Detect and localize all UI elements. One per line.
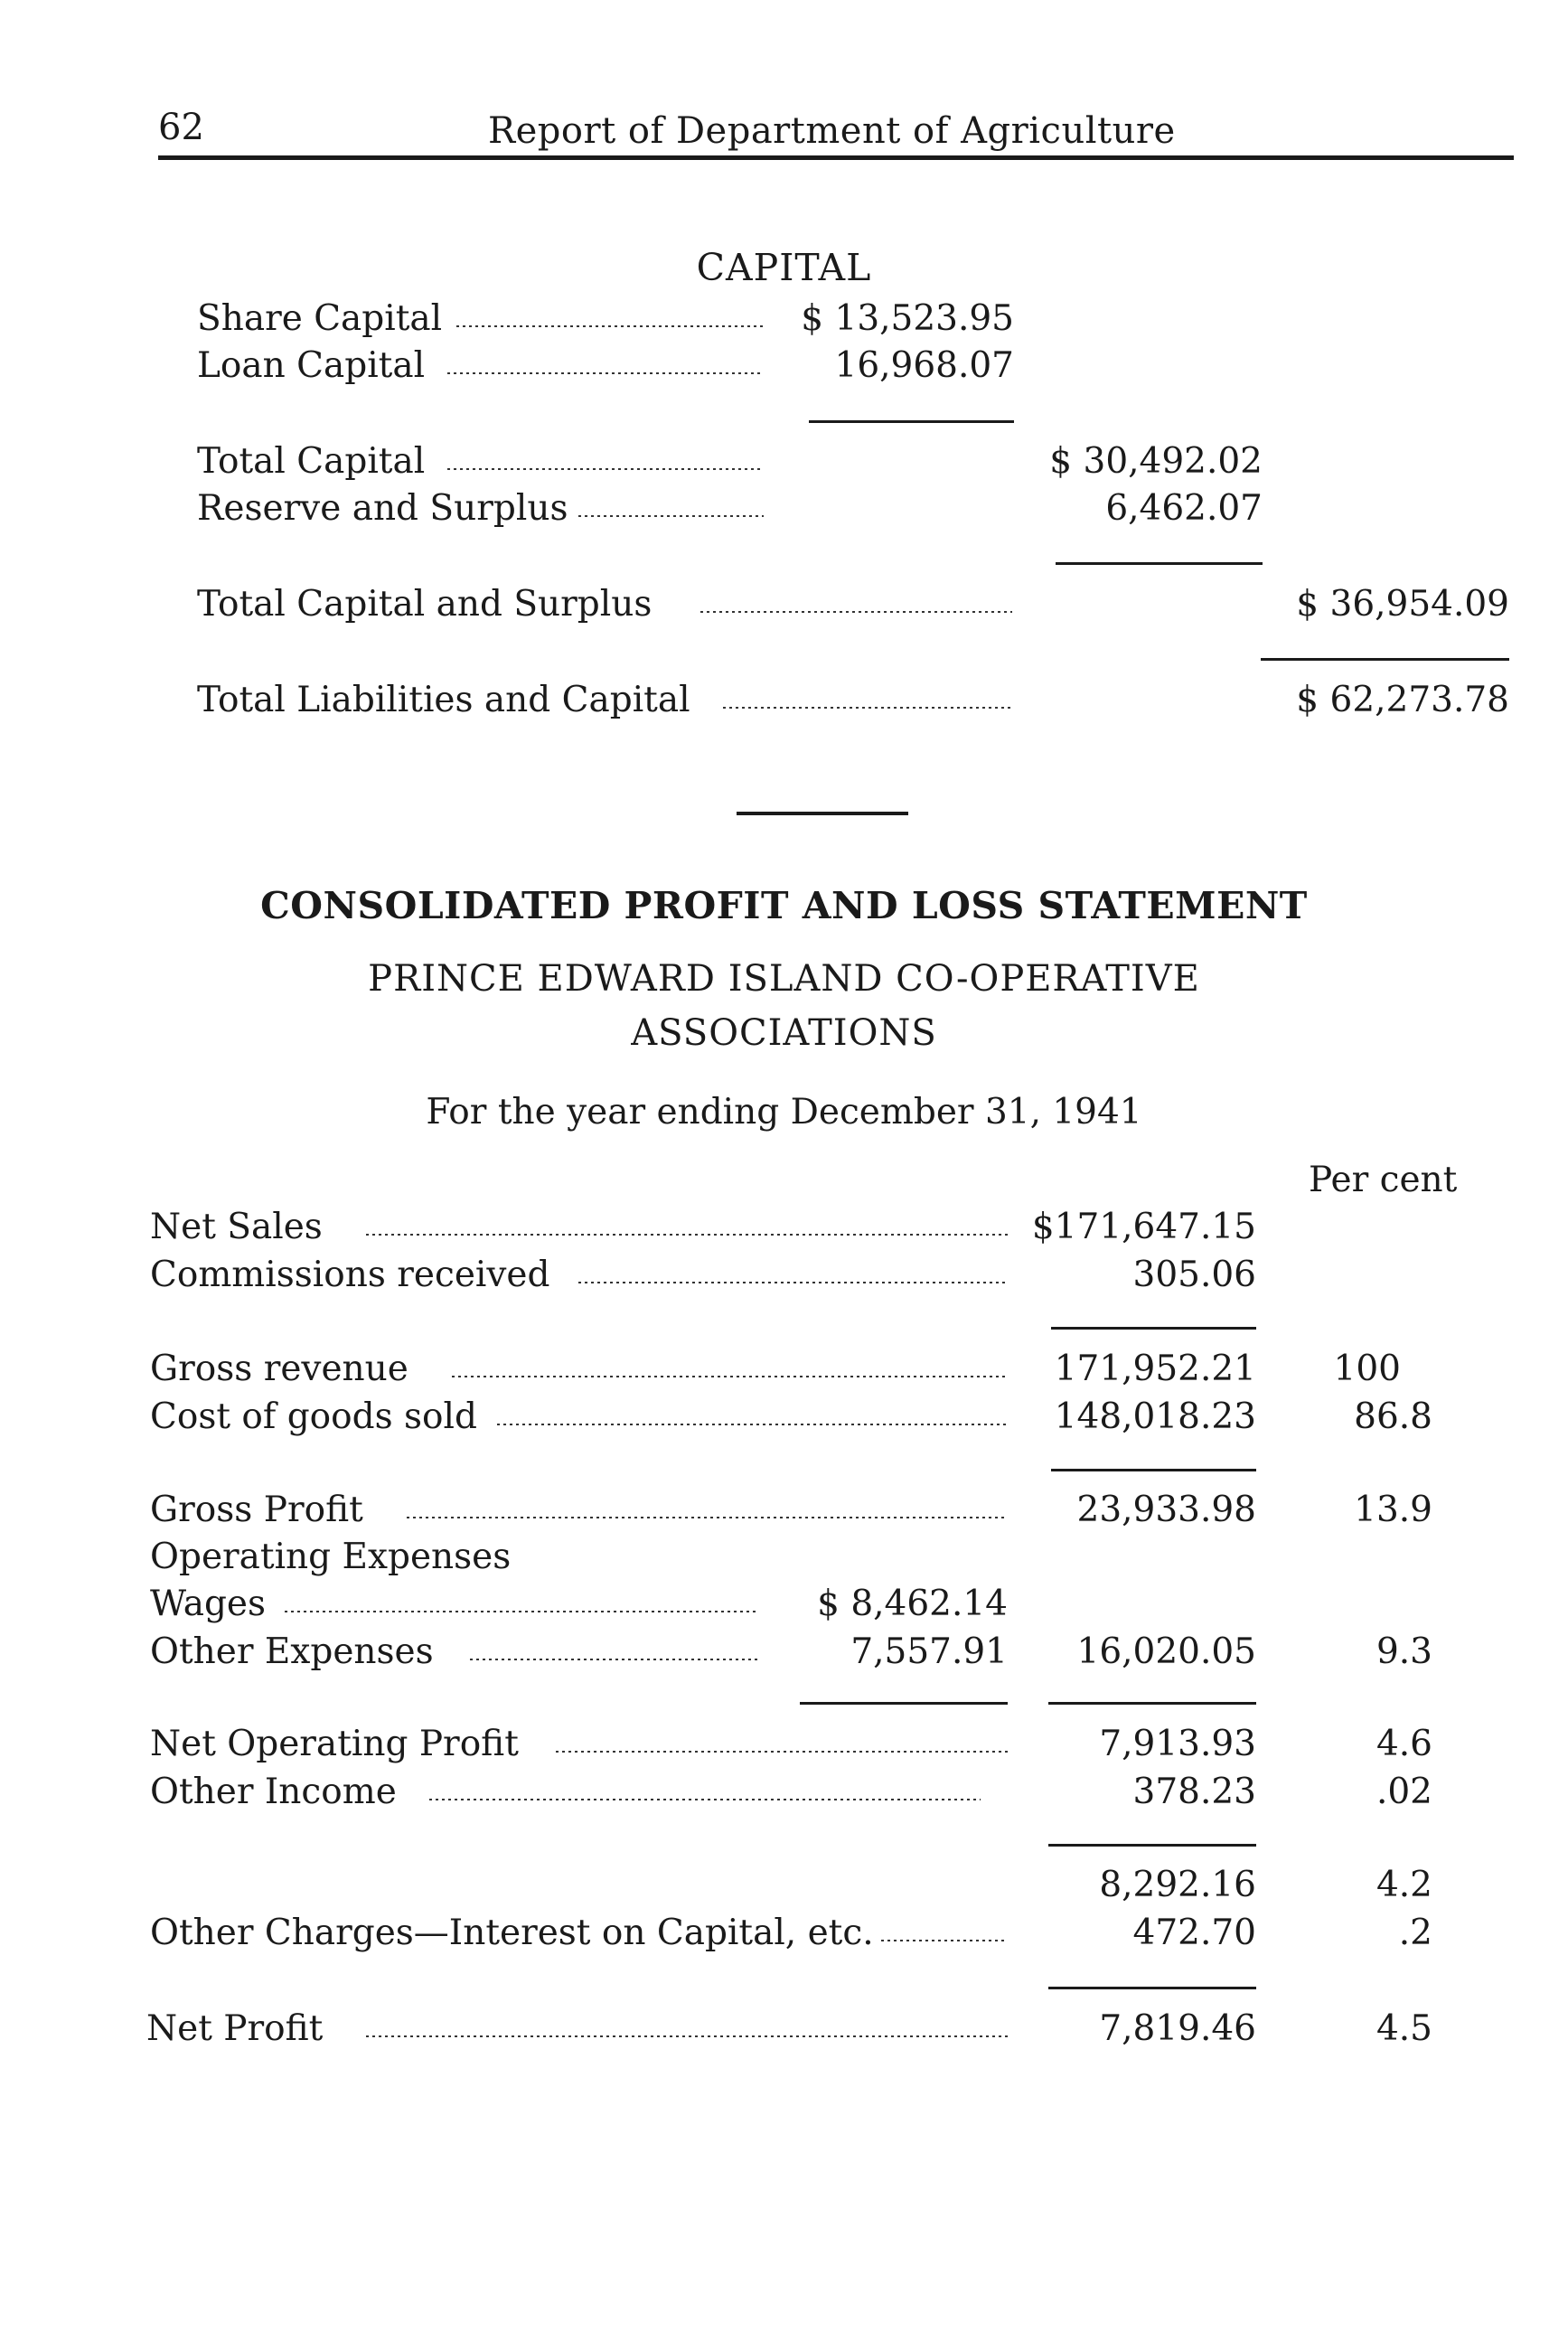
share-capital-row [0,298,1568,343]
net-operating-profit-row [0,1724,1568,1769]
other-expenses-subamount: 7,557.91 [850,1631,1008,1672]
reserve-surplus-row [0,488,1568,533]
subtotal-percent: 4.2 [1376,1865,1432,1905]
subtotal-rule [1051,1469,1256,1471]
share-capital-label: Share Capital [197,298,443,339]
other-expenses-row [0,1631,1568,1677]
leader-dots [366,2035,1008,2037]
subtotal-rule [809,420,1014,423]
total-capital-surplus-label: Total Capital and Surplus [197,584,653,625]
header-rule [158,155,1514,160]
subtotal-row [0,1865,1568,1910]
other-income-amount: 378.23 [1132,1772,1256,1812]
leader-dots [578,515,764,517]
commissions-amount: 305.06 [1132,1255,1256,1295]
net-profit-amount: 7,819.46 [1099,2008,1256,2049]
statement-subtitle-line2: ASSOCIATIONS [631,1012,937,1054]
subtotal-amount: 8,292.16 [1099,1865,1256,1905]
total-capital-surplus-value: $ 36,954.09 [1296,584,1509,625]
leader-dots [497,1424,1008,1425]
subtotal-rule [1048,1987,1256,1989]
subtotal-rule [1056,562,1263,565]
net-operating-profit-amount: 7,913.93 [1099,1724,1256,1764]
gross-profit-percent: 13.9 [1354,1490,1432,1530]
loan-capital-label: Loan Capital [197,345,426,386]
share-capital-value: $ 13,523.95 [801,298,1014,339]
subtotal-rule [1048,1844,1256,1847]
reserve-surplus-value: 6,462.07 [1105,488,1263,529]
leader-dots [578,1282,1008,1283]
gross-revenue-percent: 100 [1333,1349,1401,1389]
leader-dots [470,1659,759,1660]
capital-heading: CAPITAL [696,246,872,289]
gross-revenue-label: Gross revenue [150,1349,408,1389]
leader-dots [723,707,1012,709]
other-charges-label: Other Charges—Interest on Capital, etc. [150,1913,874,1953]
other-income-percent: .02 [1376,1772,1432,1812]
other-expenses-amount: 16,020.05 [1076,1631,1256,1672]
wages-label: Wages [150,1584,267,1624]
other-charges-percent: .2 [1398,1913,1432,1953]
commissions-row [0,1255,1568,1300]
wages-subamount: $ 8,462.14 [817,1584,1008,1624]
leader-dots [447,372,764,374]
page-number: 62 [158,107,204,148]
leader-dots [429,1799,981,1800]
gross-profit-amount: 23,933.98 [1076,1490,1256,1530]
net-profit-percent: 4.5 [1376,2008,1432,2049]
cost-goods-percent: 86.8 [1354,1396,1432,1437]
other-income-row [0,1772,1568,1817]
total-liabilities-capital-label: Total Liabilities and Capital [197,680,690,720]
net-operating-profit-percent: 4.6 [1376,1724,1432,1764]
total-capital-label: Total Capital [197,441,426,482]
cost-goods-label: Cost of goods sold [150,1396,477,1437]
net-profit-row [0,2008,1568,2054]
other-charges-amount: 472.70 [1132,1913,1256,1953]
statement-title: CONSOLIDATED PROFIT AND LOSS STATEMENT [260,884,1308,927]
loan-capital-value: 16,968.07 [834,345,1014,386]
total-capital-value: $ 30,492.02 [1049,441,1263,482]
net-sales-label: Net Sales [150,1207,323,1247]
leader-dots [452,1376,1008,1377]
cost-goods-row [0,1396,1568,1442]
loan-capital-row [0,345,1568,390]
wages-row [0,1584,1568,1629]
running-header-title: Report of Department of Agriculture [488,110,1176,152]
gross-revenue-amount: 171,952.21 [1054,1349,1256,1389]
reserve-surplus-label: Reserve and Surplus [197,488,568,529]
leader-dots [456,325,764,327]
leader-dots [366,1234,1008,1236]
leader-dots [881,1940,1008,1941]
operating-expenses-row [0,1537,1568,1582]
total-capital-row [0,441,1568,486]
percent-column-header: Per cent [1309,1160,1458,1200]
net-sales-row [0,1207,1568,1252]
total-rule [1261,658,1509,661]
commissions-label: Commissions received [150,1255,550,1295]
other-expenses-label: Other Expenses [150,1631,434,1672]
total-capital-surplus-row [0,584,1568,629]
leader-dots [447,468,764,470]
leader-dots [407,1517,1008,1518]
gross-profit-label: Gross Profit [150,1490,363,1530]
other-expenses-percent: 9.3 [1376,1631,1432,1672]
total-liabilities-capital-value: $ 62,273.78 [1296,680,1509,720]
leader-dots [285,1611,759,1612]
net-sales-amount: $171,647.15 [1031,1207,1256,1247]
net-profit-label: Net Profit [146,2008,324,2049]
leader-dots [556,1751,1008,1753]
statement-subtitle-line1: PRINCE EDWARD ISLAND CO-OPERATIVE [368,958,1200,1000]
subtotal-rule [1051,1327,1256,1330]
statement-period: For the year ending December 31, 1941 [426,1092,1142,1133]
subtotal-rule [800,1702,1008,1705]
gross-profit-row [0,1490,1568,1535]
other-income-label: Other Income [150,1772,397,1812]
net-operating-profit-label: Net Operating Profit [150,1724,519,1764]
leader-dots [700,611,1012,613]
section-divider [737,812,908,815]
gross-revenue-row [0,1349,1568,1394]
operating-expenses-label: Operating Expenses [150,1537,512,1577]
other-charges-row [0,1913,1568,1958]
total-liabilities-capital-row [0,680,1568,725]
subtotal-rule [1048,1702,1256,1705]
cost-goods-amount: 148,018.23 [1054,1396,1256,1437]
